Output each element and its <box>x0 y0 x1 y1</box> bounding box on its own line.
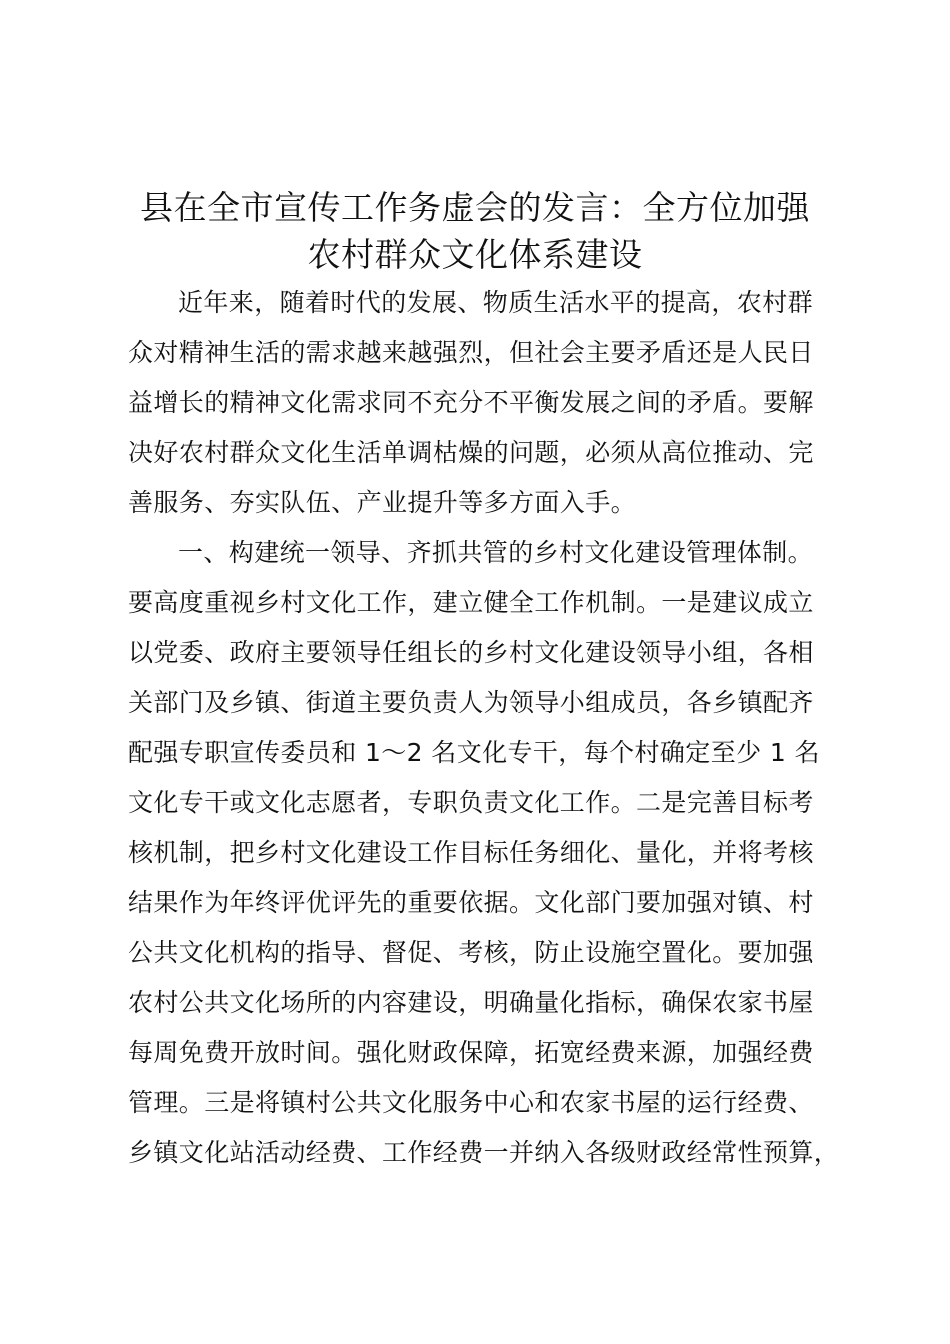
paragraph-2-line: 乡镇文化站活动经费、工作经费一并纳入各级财政经常性预算， <box>128 1138 840 1167</box>
paragraph-2-line: 关部门及乡镇、街道主要负责人为领导小组成员，各乡镇配齐 <box>128 688 814 717</box>
paragraph-2-line: 结果作为年终评优评先的重要依据。文化部门要加强对镇、村 <box>128 888 814 917</box>
paragraph-1-line: 众对精神生活的需求越来越强烈，但社会主要矛盾还是人民日 <box>128 338 814 367</box>
document-title-line-1: 县在全市宣传工作务虚会的发言：全方位加强 <box>140 188 810 227</box>
paragraph-2-line: 每周免费开放时间。强化财政保障，拓宽经费来源，加强经费 <box>128 1038 814 1067</box>
paragraph-2-line: 配强专职宣传委员和 1～2 名文化专干，每个村确定至少 1 名 <box>128 738 820 767</box>
paragraph-2-line: 农村公共文化场所的内容建设，明确量化指标，确保农家书屋 <box>128 988 814 1017</box>
document-title-line-2: 农村群众文化体系建设 <box>307 235 643 274</box>
paragraph-2-line: 文化专干或文化志愿者，专职负责文化工作。二是完善目标考 <box>128 788 814 817</box>
paragraph-1-line: 近年来，随着时代的发展、物质生活水平的提高，农村群 <box>178 288 814 317</box>
paragraph-2-line: 管理。三是将镇村公共文化服务中心和农家书屋的运行经费、 <box>128 1088 814 1117</box>
paragraph-2-line: 一、构建统一领导、齐抓共管的乡村文化建设管理体制。 <box>178 538 814 567</box>
paragraph-2-line: 要高度重视乡村文化工作，建立健全工作机制。一是建议成立 <box>128 588 814 617</box>
paragraph-2-line: 公共文化机构的指导、督促、考核，防止设施空置化。要加强 <box>128 938 814 967</box>
paragraph-2-line: 核机制，把乡村文化建设工作目标任务细化、量化，并将考核 <box>128 838 814 867</box>
paragraph-1-line: 善服务、夯实队伍、产业提升等多方面入手。 <box>128 488 637 517</box>
paragraph-1-line: 决好农村群众文化生活单调枯燥的问题，必须从高位推动、完 <box>128 438 814 467</box>
paragraph-2-line: 以党委、政府主要领导任组长的乡村文化建设领导小组，各相 <box>128 638 814 667</box>
paragraph-1-line: 益增长的精神文化需求同不充分不平衡发展之间的矛盾。要解 <box>128 388 814 417</box>
